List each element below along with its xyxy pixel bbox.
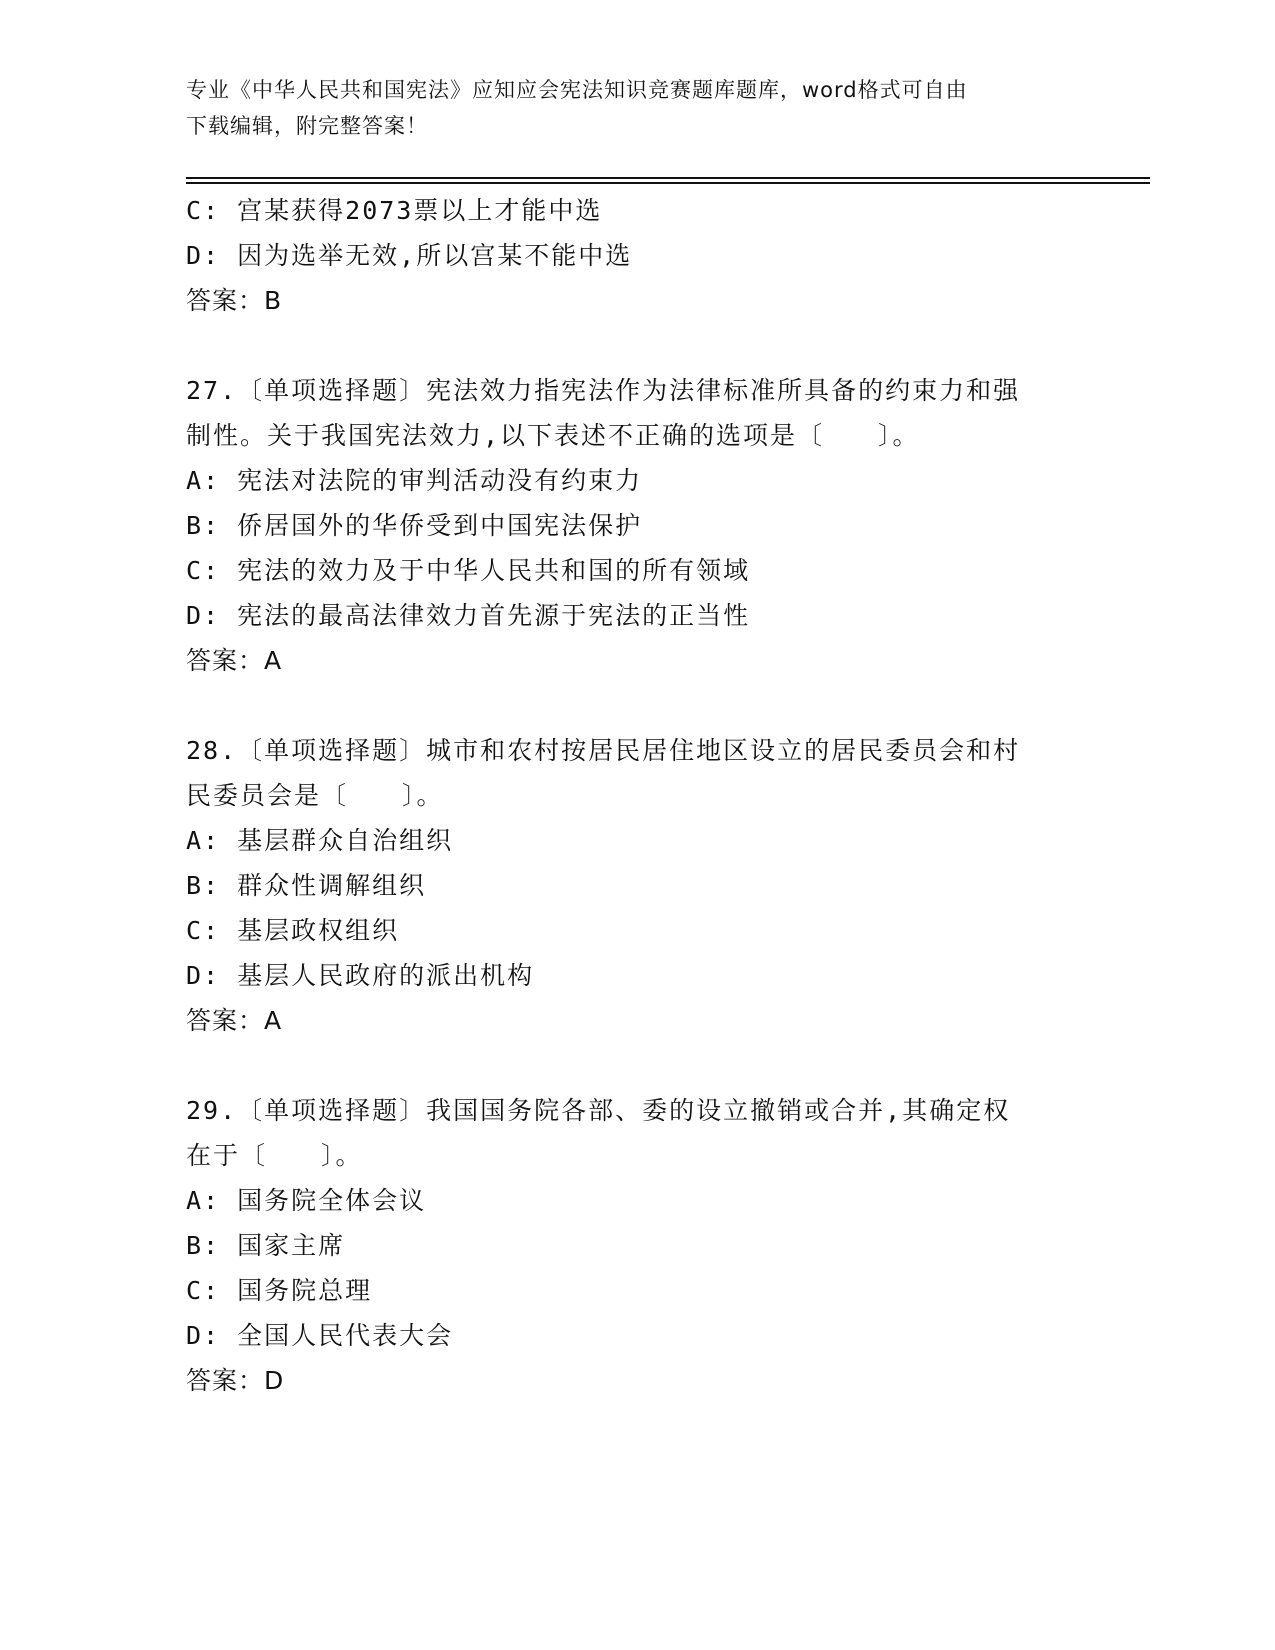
spacer <box>186 1043 1086 1088</box>
option-b: B: 国家主席 <box>186 1231 346 1260</box>
answer-label: 答案：D <box>186 1366 285 1395</box>
question-stem-line-1: 27.〔单项选择题〕宪法效力指宪法作为法律标准所具备的约束力和强 <box>186 376 1021 405</box>
option-a: A: 宪法对法院的审判活动没有约束力 <box>186 466 643 495</box>
option-b: B: 侨居国外的华侨受到中国宪法保护 <box>186 511 643 540</box>
spacer <box>186 323 1086 368</box>
option-a: A: 基层群众自治组织 <box>186 826 454 855</box>
header-title-line-1: 专业《中华人民共和国宪法》应知应会宪法知识竞赛题库题库，word格式可自由 <box>186 78 968 102</box>
option-d: D: 全国人民代表大会 <box>186 1321 454 1350</box>
answer-label: 答案：B <box>186 286 283 315</box>
header-title-line-2: 下载编辑，附完整答案！ <box>186 114 428 138</box>
continued-question <box>186 188 1086 323</box>
option-d: D: 宪法的最高法律效力首先源于宪法的正当性 <box>186 601 751 630</box>
question-stem-line-2: 在于〔 〕。 <box>186 1141 363 1170</box>
answer-label: 答案：A <box>186 646 283 675</box>
question-27 <box>186 368 1086 683</box>
document-header <box>186 72 1076 144</box>
question-stem-line-1: 29.〔单项选择题〕我国国务院各部、委的设立撤销或合并,其确定权 <box>186 1096 1011 1125</box>
question-stem-line-1: 28.〔单项选择题〕城市和农村按居民居住地区设立的居民委员会和村 <box>186 736 1021 765</box>
header-divider-bottom <box>186 182 1150 184</box>
document-content <box>186 188 1086 1403</box>
option-a: A: 国务院全体会议 <box>186 1186 427 1215</box>
option-d: D: 因为选举无效,所以宫某不能中选 <box>186 241 633 270</box>
option-c: C: 国务院总理 <box>186 1276 373 1305</box>
option-c: C: 基层政权组织 <box>186 916 400 945</box>
question-28 <box>186 728 1086 1043</box>
answer-label: 答案：A <box>186 1006 283 1035</box>
option-d: D: 基层人民政府的派出机构 <box>186 961 535 990</box>
question-29 <box>186 1088 1086 1403</box>
option-c: C: 宪法的效力及于中华人民共和国的所有领域 <box>186 556 751 585</box>
question-stem-line-2: 民委员会是〔 〕。 <box>186 781 444 810</box>
option-c: C: 宫某获得2073票以上才能中选 <box>186 196 603 225</box>
spacer <box>186 683 1086 728</box>
header-divider-top <box>186 177 1150 179</box>
question-stem-line-2: 制性。关于我国宪法效力,以下表述不正确的选项是〔 〕。 <box>186 421 920 450</box>
option-b: B: 群众性调解组织 <box>186 871 427 900</box>
